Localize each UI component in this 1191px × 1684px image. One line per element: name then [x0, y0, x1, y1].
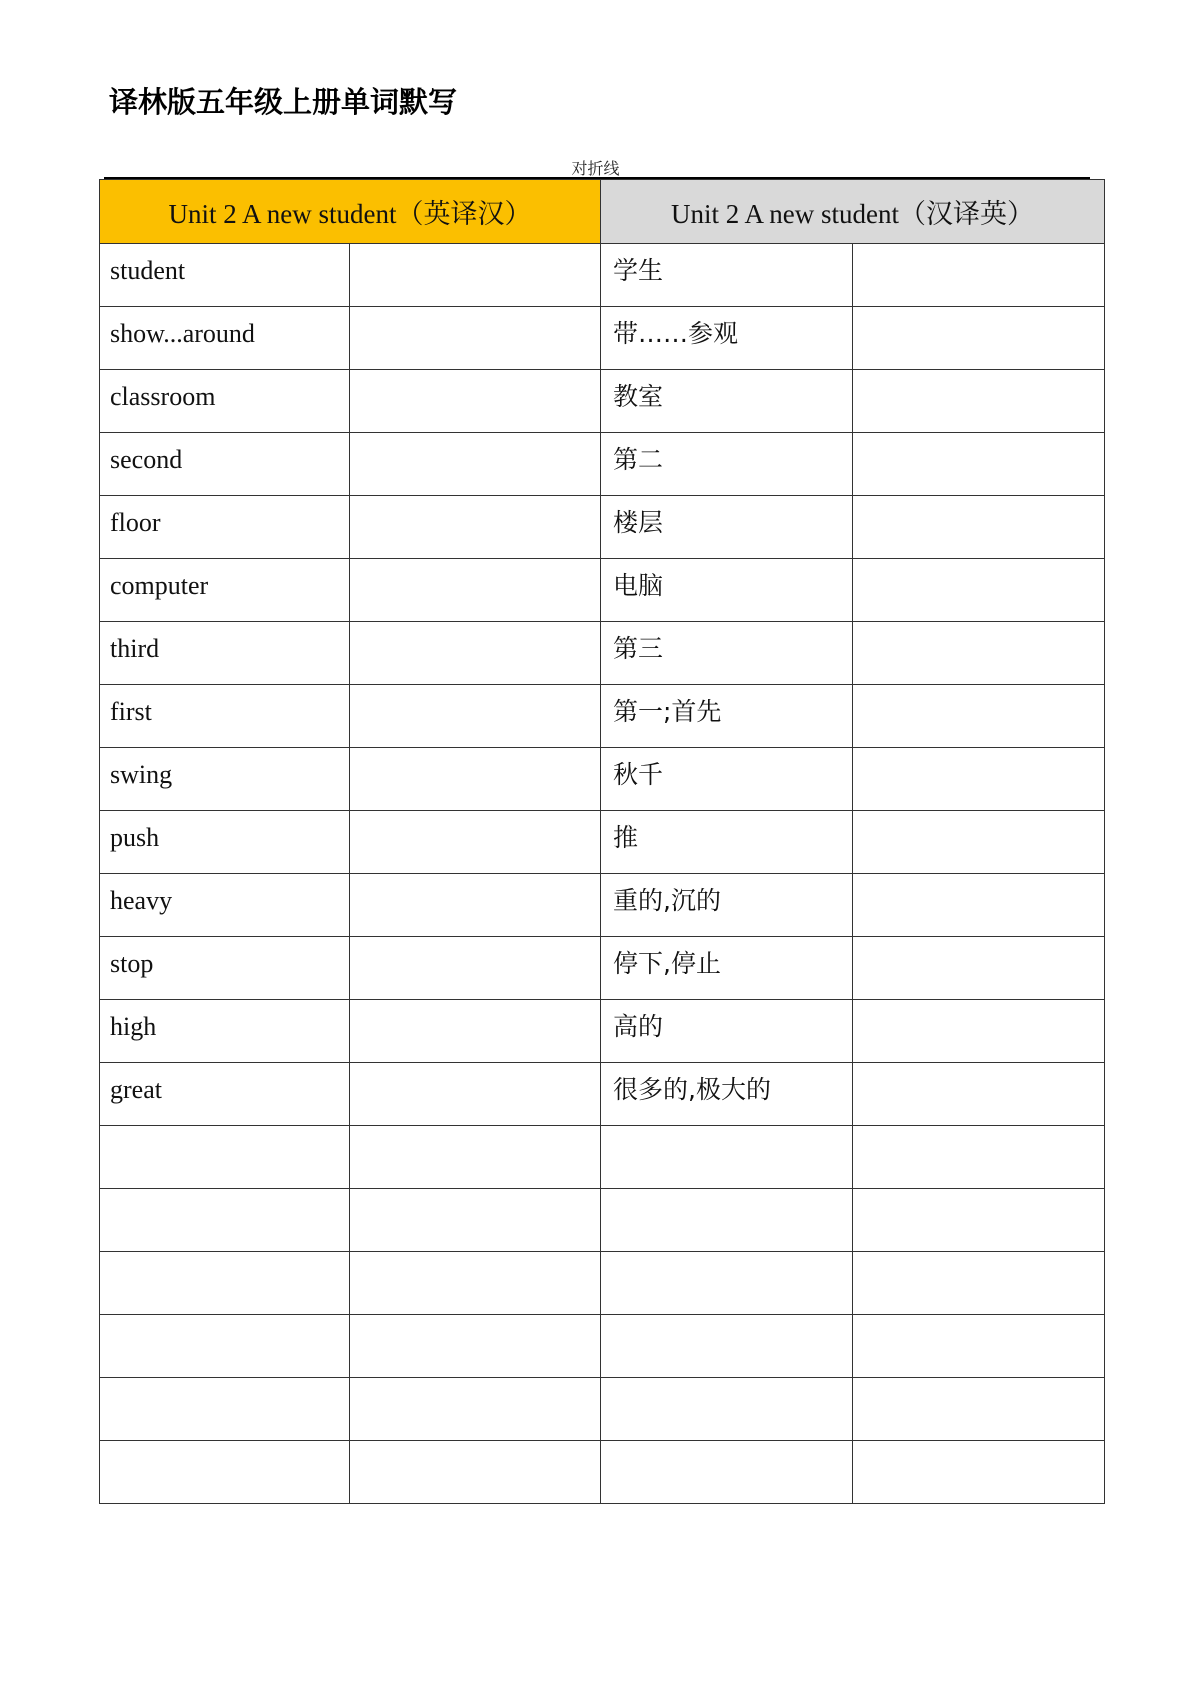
chinese-word-cell-text — [601, 1378, 852, 1392]
chinese-answer-blank[interactable] — [350, 1378, 601, 1441]
english-word-cell-text: push — [110, 823, 160, 852]
english-word-cell-text: second — [110, 445, 183, 474]
chinese-answer-blank[interactable] — [350, 748, 601, 811]
english-word-cell — [100, 307, 350, 370]
chinese-word-cell-text: 电脑 — [613, 571, 664, 600]
table-row — [100, 1126, 1105, 1189]
chinese-word-cell-text: 推 — [613, 823, 639, 852]
chinese-word-cell — [601, 1378, 853, 1441]
english-answer-blank[interactable] — [853, 370, 1105, 433]
english-answer-blank-text — [853, 1315, 1104, 1329]
chinese-answer-blank[interactable] — [350, 622, 601, 685]
english-answer-blank[interactable] — [853, 748, 1105, 811]
english-word-cell — [100, 1315, 350, 1378]
english-word-cell — [100, 1378, 350, 1441]
chinese-word-cell-text: 重的,沉的 — [613, 886, 721, 915]
english-answer-blank[interactable] — [853, 496, 1105, 559]
chinese-answer-blank[interactable] — [350, 685, 601, 748]
english-word-cell-text: show...around — [110, 319, 255, 348]
chinese-word-cell-text: 高的 — [613, 1012, 664, 1041]
chinese-answer-blank-text — [350, 433, 600, 447]
table-header-row — [100, 180, 1105, 244]
chinese-answer-blank-text — [350, 307, 600, 321]
chinese-answer-blank[interactable] — [350, 244, 601, 307]
chinese-answer-blank-text — [350, 937, 600, 951]
table-row — [100, 244, 1105, 307]
english-word-cell-text — [100, 1126, 349, 1140]
chinese-answer-blank[interactable] — [350, 1315, 601, 1378]
chinese-answer-blank-text — [350, 1252, 600, 1266]
table-row — [100, 307, 1105, 370]
chinese-answer-blank-text — [350, 1000, 600, 1014]
chinese-answer-blank-text — [350, 1189, 600, 1203]
english-answer-blank[interactable] — [853, 1378, 1105, 1441]
chinese-word-cell-text — [601, 1252, 852, 1266]
chinese-answer-blank-text — [350, 1126, 600, 1140]
table-row — [100, 559, 1105, 622]
english-word-cell — [100, 433, 350, 496]
english-answer-blank-text — [853, 874, 1104, 888]
chinese-answer-blank[interactable] — [350, 496, 601, 559]
english-answer-blank[interactable] — [853, 685, 1105, 748]
page-title: 译林版五年级上册单词默写 — [109, 85, 458, 119]
english-answer-blank[interactable] — [853, 244, 1105, 307]
chinese-word-cell — [601, 1441, 853, 1504]
chinese-answer-blank-text — [350, 874, 600, 888]
chinese-answer-blank-text — [350, 1315, 600, 1329]
chinese-answer-blank[interactable] — [350, 811, 601, 874]
english-word-cell-text: third — [110, 634, 160, 663]
chinese-answer-blank[interactable] — [350, 1000, 601, 1063]
english-word-cell-text: classroom — [110, 382, 216, 411]
english-word-cell-text: computer — [110, 571, 209, 600]
chinese-word-cell-text: 学生 — [613, 256, 664, 285]
english-answer-blank[interactable] — [853, 1252, 1105, 1315]
english-answer-blank-text — [853, 1063, 1104, 1077]
chinese-answer-blank[interactable] — [350, 370, 601, 433]
english-word-cell-text — [100, 1252, 349, 1266]
table-row — [100, 1189, 1105, 1252]
chinese-answer-blank[interactable] — [350, 433, 601, 496]
english-word-cell — [100, 1063, 350, 1126]
english-word-cell — [100, 370, 350, 433]
chinese-word-cell — [601, 622, 853, 685]
table-row — [100, 874, 1105, 937]
english-answer-blank-text — [853, 622, 1104, 636]
chinese-word-cell-text: 教室 — [613, 382, 664, 411]
chinese-word-cell — [601, 1126, 853, 1189]
chinese-word-cell — [601, 244, 853, 307]
table-row — [100, 1441, 1105, 1504]
english-word-cell — [100, 811, 350, 874]
english-answer-blank-text — [853, 748, 1104, 762]
english-word-cell — [100, 1126, 350, 1189]
english-answer-blank-text — [853, 937, 1104, 951]
english-answer-blank-text — [853, 1189, 1104, 1203]
english-answer-blank-text — [853, 1000, 1104, 1014]
table-row — [100, 685, 1105, 748]
chinese-word-cell — [601, 1252, 853, 1315]
english-word-cell-text: swing — [110, 760, 173, 789]
table-row — [100, 433, 1105, 496]
english-answer-blank[interactable] — [853, 1000, 1105, 1063]
chinese-answer-blank[interactable] — [350, 307, 601, 370]
chinese-word-cell-text: 第一;首先 — [613, 697, 722, 726]
english-word-cell — [100, 937, 350, 1000]
table-row — [100, 811, 1105, 874]
english-word-cell-text — [100, 1378, 349, 1392]
table-row — [100, 1252, 1105, 1315]
chinese-answer-blank-text — [350, 1063, 600, 1077]
english-answer-blank[interactable] — [853, 1126, 1105, 1189]
english-word-cell — [100, 622, 350, 685]
table-row — [100, 496, 1105, 559]
table-row — [100, 622, 1105, 685]
english-word-cell — [100, 1252, 350, 1315]
english-answer-blank-text — [853, 433, 1104, 447]
vocabulary-table — [99, 179, 1105, 1504]
chinese-word-cell — [601, 685, 853, 748]
english-answer-blank[interactable] — [853, 559, 1105, 622]
english-word-cell-text — [100, 1189, 349, 1203]
english-answer-blank-text — [853, 496, 1104, 510]
english-answer-blank[interactable] — [853, 307, 1105, 370]
chinese-word-cell — [601, 1315, 853, 1378]
chinese-word-cell — [601, 937, 853, 1000]
chinese-answer-blank-text — [350, 811, 600, 825]
chinese-word-cell — [601, 496, 853, 559]
chinese-answer-blank[interactable] — [350, 937, 601, 1000]
chinese-word-cell — [601, 307, 853, 370]
chinese-word-cell — [601, 1000, 853, 1063]
english-answer-blank[interactable] — [853, 1189, 1105, 1252]
chinese-answer-blank-text — [350, 370, 600, 384]
chinese-word-cell — [601, 370, 853, 433]
english-answer-blank-text — [853, 685, 1104, 699]
english-word-cell — [100, 244, 350, 307]
english-word-cell — [100, 1441, 350, 1504]
english-word-cell-text: stop — [110, 949, 154, 978]
english-answer-blank[interactable] — [853, 874, 1105, 937]
header-cn-to-en: Unit 2 A new student（汉译英） — [601, 180, 1105, 244]
english-word-cell-text — [100, 1441, 349, 1455]
chinese-word-cell — [601, 874, 853, 937]
english-answer-blank-text — [853, 1126, 1104, 1140]
chinese-word-cell — [601, 811, 853, 874]
chinese-answer-blank-text — [350, 496, 600, 510]
english-word-cell-text: floor — [110, 508, 161, 537]
english-word-cell — [100, 748, 350, 811]
table-row — [100, 1063, 1105, 1126]
chinese-word-cell-text: 停下,停止 — [613, 949, 721, 978]
chinese-word-cell — [601, 1063, 853, 1126]
english-answer-blank-text — [853, 1378, 1104, 1392]
chinese-answer-blank[interactable] — [350, 1252, 601, 1315]
english-word-cell-text — [100, 1315, 349, 1329]
chinese-word-cell — [601, 1189, 853, 1252]
english-word-cell — [100, 685, 350, 748]
table-row — [100, 937, 1105, 1000]
chinese-word-cell-text: 第三 — [613, 634, 664, 663]
chinese-answer-blank-text — [350, 1441, 600, 1455]
table-row — [100, 748, 1105, 811]
chinese-answer-blank-text — [350, 622, 600, 636]
english-answer-blank[interactable] — [853, 1441, 1105, 1504]
chinese-answer-blank[interactable] — [350, 1126, 601, 1189]
chinese-word-cell-text — [601, 1189, 852, 1203]
english-word-cell — [100, 1000, 350, 1063]
english-answer-blank-text — [853, 1252, 1104, 1266]
chinese-answer-blank-text — [350, 748, 600, 762]
english-answer-blank-text — [853, 307, 1104, 321]
chinese-word-cell — [601, 559, 853, 622]
table-row — [100, 1315, 1105, 1378]
chinese-answer-blank[interactable] — [350, 559, 601, 622]
english-word-cell-text: first — [110, 697, 152, 726]
english-answer-blank[interactable] — [853, 1315, 1105, 1378]
chinese-answer-blank[interactable] — [350, 1189, 601, 1252]
chinese-answer-blank-text — [350, 244, 600, 258]
chinese-word-cell-text — [601, 1315, 852, 1329]
english-word-cell-text: heavy — [110, 886, 173, 915]
chinese-word-cell-text: 第二 — [613, 445, 664, 474]
chinese-word-cell-text: 很多的,极大的 — [613, 1075, 771, 1104]
header-en-to-cn: Unit 2 A new student（英译汉） — [100, 180, 601, 244]
chinese-answer-blank[interactable] — [350, 874, 601, 937]
english-answer-blank-text — [853, 1441, 1104, 1455]
english-answer-blank[interactable] — [853, 622, 1105, 685]
english-word-cell-text: great — [110, 1075, 162, 1104]
table-body — [100, 244, 1105, 1504]
chinese-word-cell — [601, 748, 853, 811]
chinese-word-cell — [601, 433, 853, 496]
chinese-word-cell-text: 秋千 — [613, 760, 664, 789]
table-row — [100, 370, 1105, 433]
english-answer-blank-text — [853, 559, 1104, 573]
table-row — [100, 1000, 1105, 1063]
chinese-answer-blank-text — [350, 1378, 600, 1392]
english-word-cell — [100, 1189, 350, 1252]
chinese-answer-blank[interactable] — [350, 1441, 601, 1504]
english-answer-blank[interactable] — [853, 433, 1105, 496]
english-word-cell-text: student — [110, 256, 186, 285]
english-answer-blank[interactable] — [853, 811, 1105, 874]
english-word-cell-text: high — [110, 1012, 157, 1041]
english-answer-blank-text — [853, 370, 1104, 384]
chinese-answer-blank[interactable] — [350, 1063, 601, 1126]
english-answer-blank[interactable] — [853, 937, 1105, 1000]
english-answer-blank-text — [853, 244, 1104, 258]
fold-line-label: 对折线 — [571, 159, 620, 178]
english-word-cell — [100, 559, 350, 622]
chinese-word-cell-text — [601, 1441, 852, 1455]
english-word-cell — [100, 874, 350, 937]
chinese-answer-blank-text — [350, 685, 600, 699]
chinese-word-cell-text: 带……参观 — [613, 319, 739, 348]
english-answer-blank[interactable] — [853, 1063, 1105, 1126]
english-word-cell — [100, 496, 350, 559]
table-row — [100, 1378, 1105, 1441]
chinese-answer-blank-text — [350, 559, 600, 573]
english-answer-blank-text — [853, 811, 1104, 825]
chinese-word-cell-text — [601, 1126, 852, 1140]
chinese-word-cell-text: 楼层 — [613, 508, 664, 537]
